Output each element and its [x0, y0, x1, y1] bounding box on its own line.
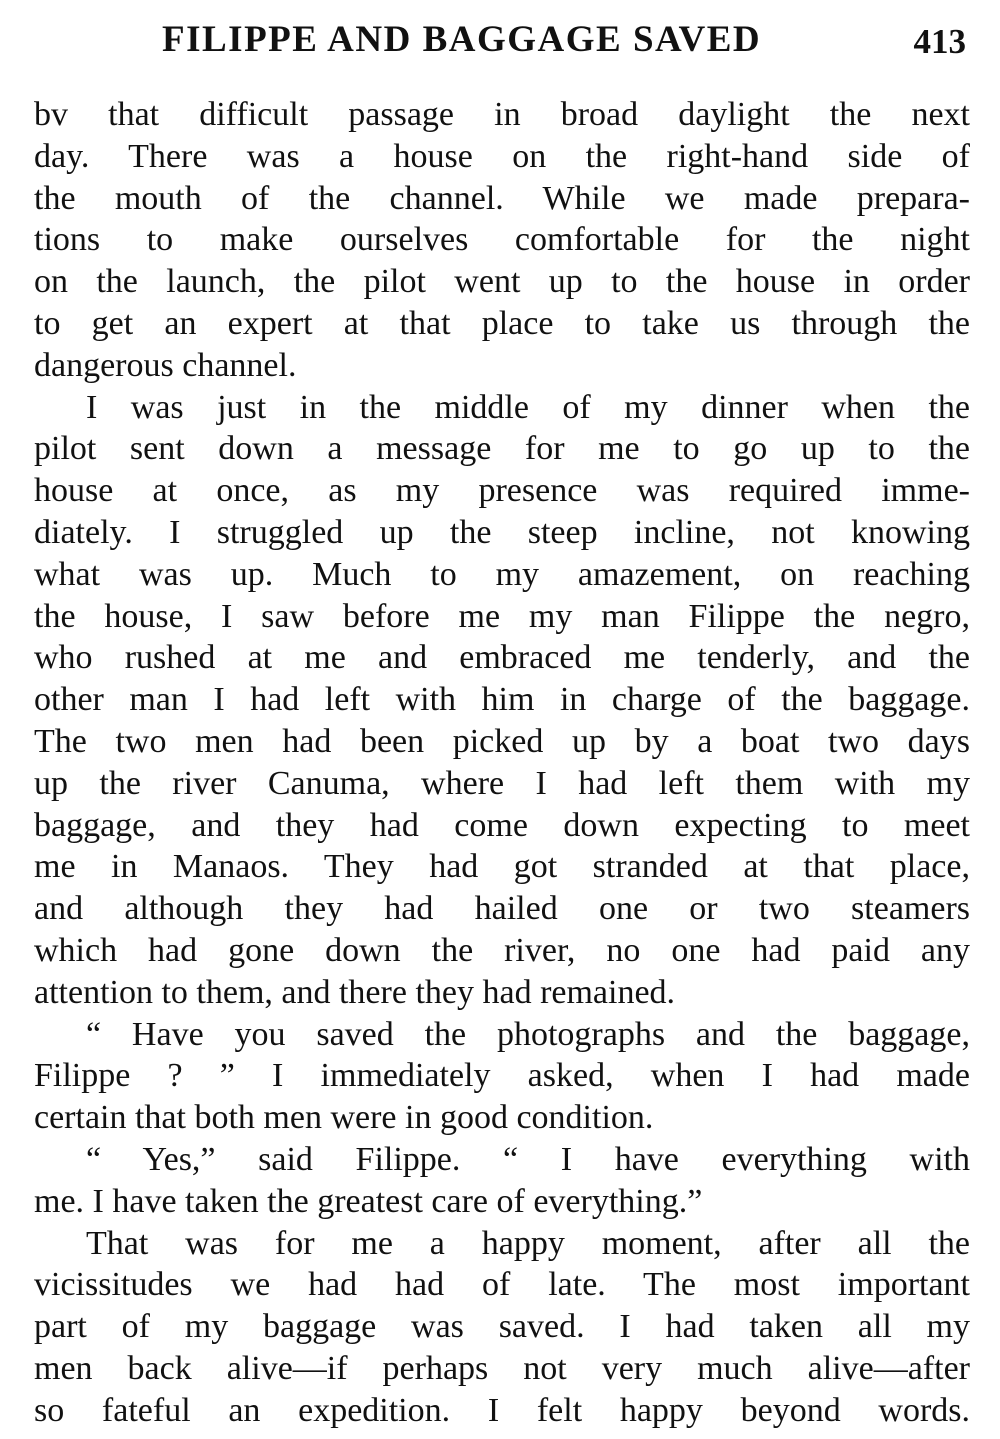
text-line: certain that both men were in good condition.: [34, 1099, 654, 1137]
text-line: diately. I struggled up the steep incline, not knowing: [34, 513, 970, 551]
text-line: up the river Canuma, where I had left them with my: [34, 764, 970, 802]
text-line: who rushed at me and embraced me tenderly, and the: [34, 639, 970, 677]
text-line: men back alive—if perhaps not very much alive—after: [34, 1349, 970, 1387]
text-line: dangerous channel.: [34, 346, 297, 384]
text-line: me in Manaos. They had got stranded at that place,: [34, 848, 970, 886]
text-line: to get an expert at that place to take us through the: [34, 304, 970, 342]
text-line: pilot sent down a message for me to go up to the: [34, 430, 970, 468]
text-line: on the launch, the pilot went up to the house in order: [34, 263, 970, 301]
text-line: tions to make ourselves comfortable for the night: [34, 221, 970, 259]
body-text: [34, 94, 970, 1432]
text-line: and although they had hailed one or two steamers: [34, 890, 970, 928]
running-title: FILIPPE AND BAGGAGE SAVED: [162, 19, 762, 60]
text-line: attention to them, and there they had remained.: [34, 973, 676, 1011]
text-line: Filippe ? ” I immediately asked, when I had made: [34, 1057, 970, 1095]
text-line: The two men had been picked up by a boat two days: [34, 722, 970, 760]
running-head: [34, 14, 970, 70]
text-line: vicissitudes we had had of late. The most important: [34, 1266, 970, 1304]
text-line: the house, I saw before me my man Filippe the negro,: [34, 597, 970, 635]
text-line: “ Have you saved the photographs and the baggage,: [86, 1015, 970, 1053]
text-line: bv that difficult passage in broad daylight the next: [34, 96, 970, 133]
text-line: me. I have taken the greatest care of everything.”: [34, 1182, 703, 1220]
text-line: part of my baggage was saved. I had taken all my: [34, 1308, 970, 1346]
text-line: other man I had left with him in charge of the baggage.: [34, 681, 970, 719]
text-line: day. There was a house on the right-hand side of: [34, 137, 970, 175]
text-line: which had gone down the river, no one had paid any: [34, 931, 970, 969]
text-line: I was just in the middle of my dinner when the: [86, 388, 970, 426]
text-line: baggage, and they had come down expecting to meet: [34, 806, 970, 844]
text-line: what was up. Much to my amazement, on reaching: [34, 555, 970, 593]
page-number: 413: [913, 22, 966, 61]
text-line: so fateful an expedition. I felt happy beyond words.: [34, 1391, 970, 1429]
text-line: house at once, as my presence was required imme-: [34, 472, 970, 510]
text-line: “ Yes,” said Filippe. “ I have everything with: [86, 1140, 970, 1178]
text-line: the mouth of the channel. While we made prepara-: [34, 179, 970, 217]
text-line: That was for me a happy moment, after all the: [86, 1224, 970, 1262]
book-page: [34, 14, 970, 1432]
